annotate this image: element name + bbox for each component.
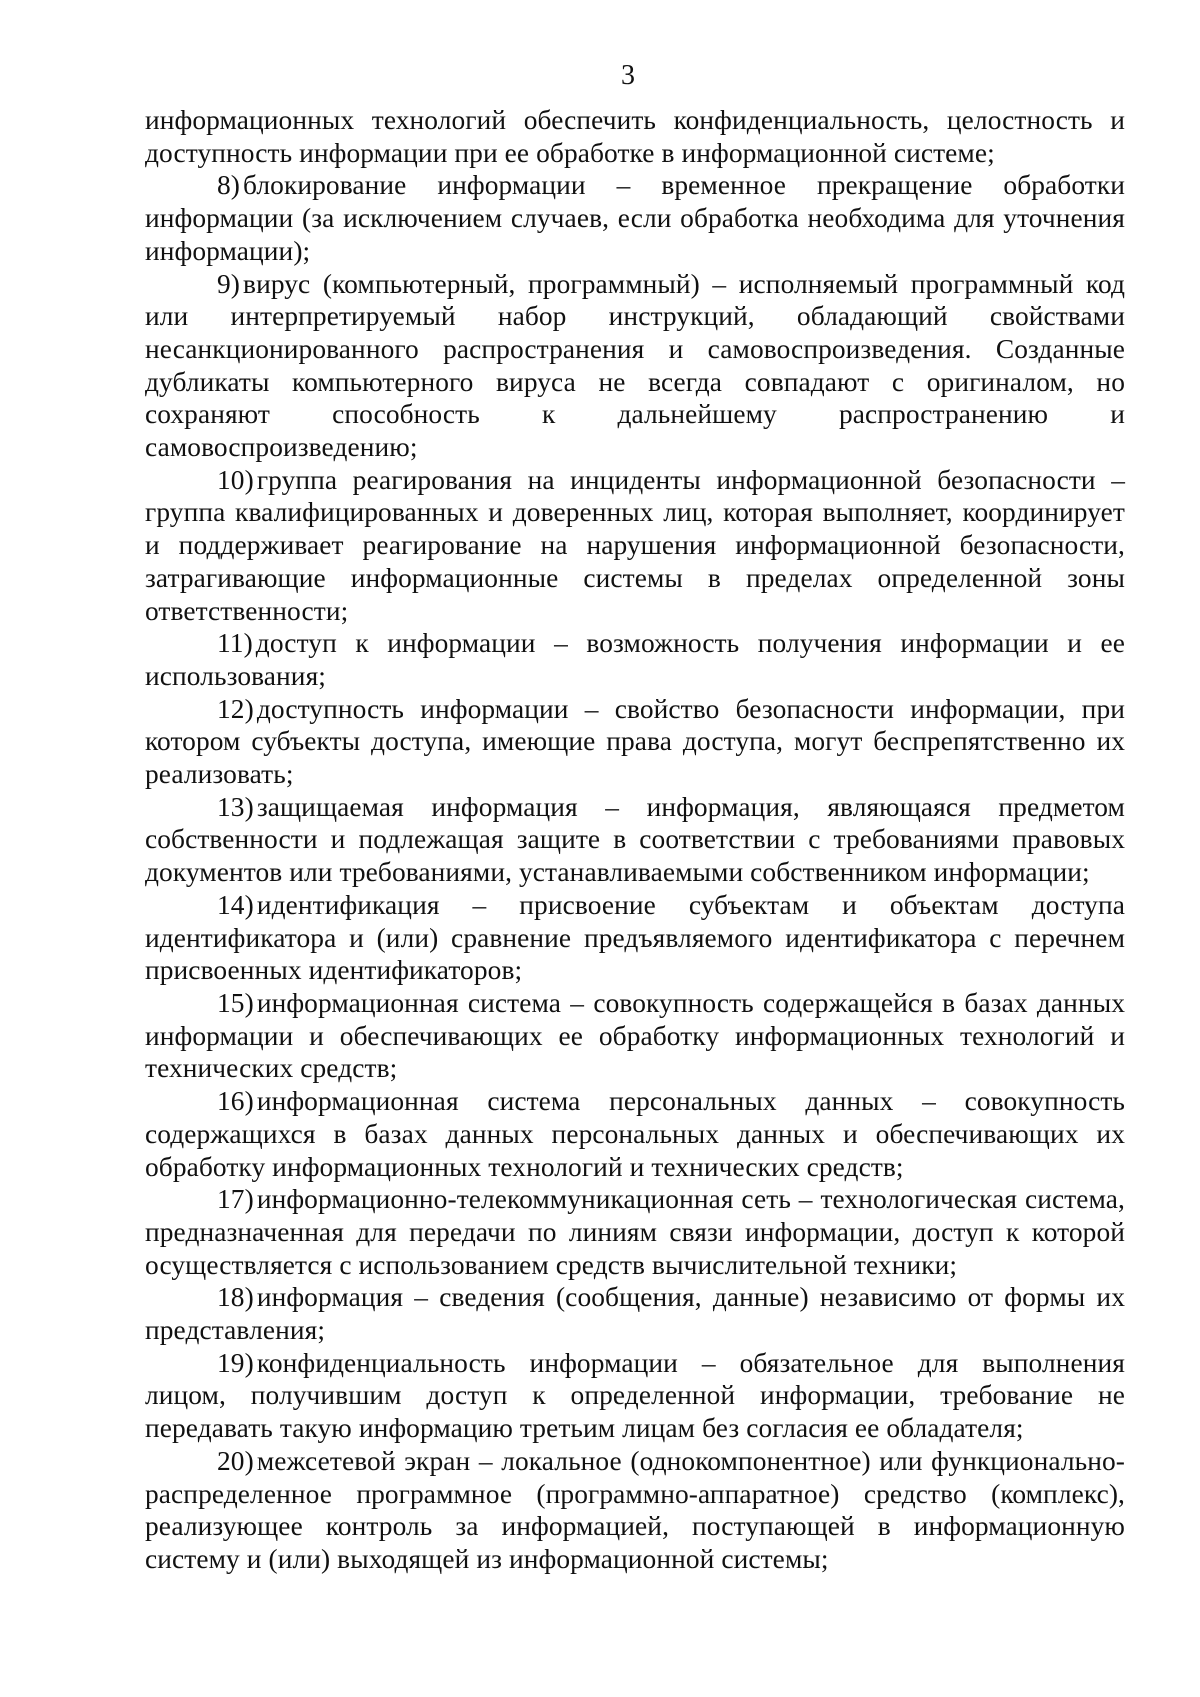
item-text: идентификация – присвоение субъектам и объектам доступа идентификатора и (или) сравнение предъявляемого идентификатора с перечнем присвоенных идентификаторов;	[145, 889, 1125, 986]
definition-item-16	[145, 1085, 1125, 1183]
item-number: 20)	[217, 1445, 254, 1476]
item-text: группа реагирования на инциденты информационной безопасности – группа квалифицированных и доверенных лиц, которая выполняет, координирует и поддерживает реагирование на нарушения информационной безопасности, затрагивающие информационные системы в пределах определенной зоны ответственности;	[145, 464, 1125, 626]
document-body	[145, 104, 1125, 1576]
continuation-paragraph: информационных технологий обеспечить конфиденциальность, целостность и доступность информации при ее обработке в информационной системе;	[145, 105, 1125, 168]
definition-item-18	[145, 1281, 1125, 1346]
definition-item-15	[145, 987, 1125, 1085]
item-number: 17)	[217, 1184, 254, 1215]
item-number: 8)	[217, 170, 241, 201]
definition-item-19	[145, 1347, 1125, 1445]
item-text: доступ к информации – возможность получения информации и ее использования;	[145, 628, 1125, 691]
item-number: 14)	[217, 889, 254, 920]
item-number: 12)	[217, 693, 254, 724]
item-text: вирус (компьютерный, программный) – исполняемый программный код или интерпретируемый набор инструкций, обладающий свойствами несанкционированного распространения и самовоспроизведения. Созданные дубликаты компьютерного вируса не всегда совпадают с оригиналом, но сохраняют способность к дальнейшему распространению и самовоспроизведению;	[145, 268, 1125, 463]
item-number: 18)	[217, 1282, 254, 1313]
definition-item-17	[145, 1183, 1125, 1281]
item-text: информационно-телекоммуникационная сеть – технологическая система, предназначенная для передачи по линиям связи информации, доступ к которой осуществляется с использованием средств вычислительной техники;	[145, 1184, 1125, 1280]
item-text: информация – сведения (сообщения, данные) независимо от формы их представления;	[145, 1282, 1125, 1346]
item-number: 9)	[217, 268, 241, 299]
document-page	[145, 60, 1125, 1576]
item-text: информационная система персональных данных – совокупность содержащихся в базах данных персональных данных и обеспечивающих их обработку информационных технологий и технических средств;	[145, 1086, 1125, 1182]
definition-item-9	[145, 268, 1125, 464]
item-text: межсетевой экран – локальное (однокомпонентное) или функционально-распределенное программное (программно-аппаратное) средство (комплекс), реализующее контроль за информацией, поступающей в информационную систему и (или) выходящей из информационной системы;	[145, 1445, 1125, 1574]
definition-item-11	[145, 627, 1125, 692]
item-number: 10)	[217, 464, 254, 495]
definition-item-12	[145, 693, 1125, 791]
item-text: доступность информации – свойство безопасности информации, при котором субъекты доступа, имеющие права доступа, могут беспрепятственно их реализовать;	[145, 693, 1125, 790]
item-text: блокирование информации – временное прекращение обработки информации (за исключением случаев, если обработка необходима для уточнения информации);	[145, 170, 1125, 266]
page-number: 3	[621, 60, 635, 91]
item-number: 15)	[217, 987, 254, 1018]
item-number: 16)	[217, 1086, 254, 1117]
definition-item-10	[145, 464, 1125, 628]
definition-item-13	[145, 791, 1125, 889]
item-number: 13)	[217, 791, 254, 822]
item-number: 19)	[217, 1347, 254, 1378]
item-text: информационная система – совокупность содержащейся в базах данных информации и обеспечивающих ее обработку информационных технологий и технических средств;	[145, 987, 1125, 1084]
definition-item-8	[145, 169, 1125, 267]
item-number: 11)	[217, 628, 253, 659]
definition-item-20	[145, 1445, 1125, 1576]
item-text: конфиденциальность информации – обязательное для выполнения лицом, получившим доступ к определенной информации, требование не передавать такую информацию третьим лицам без согласия ее обладателя;	[145, 1347, 1125, 1444]
item-text: защищаемая информация – информация, являющаяся предметом собственности и подлежащая защите в соответствии с требованиями правовых документов или требованиями, устанавливаемыми собственником информации;	[145, 791, 1125, 888]
definition-item-14	[145, 889, 1125, 987]
